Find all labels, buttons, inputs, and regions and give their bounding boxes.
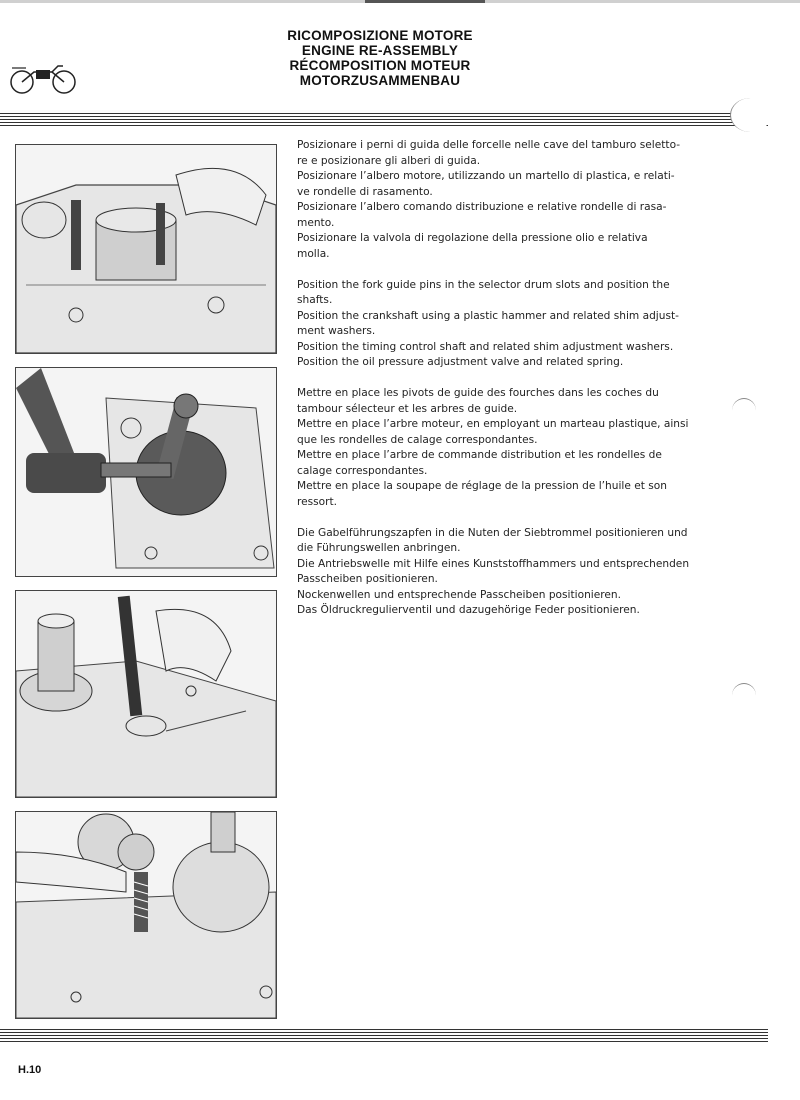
text-line: Das Öldruckregulierventil und dazugehörige Feder positionieren. [297,604,640,616]
text-line: ressort. [297,495,338,508]
text-line: Die Gabelführungszapfen in die Nuten der Siebtrommel positionieren und [297,526,688,539]
paragraph-italian [297,138,699,262]
motorcycle-logo-icon [8,58,78,98]
engine-illustration-crankshaft-hammer-icon [16,368,276,576]
paragraph-german [297,526,699,619]
figure-fork-guide-pins [15,144,277,354]
text-line: shafts. [297,294,333,306]
paragraph-french [297,386,699,510]
text-line: die Führungswellen anbringen. [297,542,461,554]
binding-hole-mark [732,398,756,423]
text-line: tambour sélecteur et les arbres de guide. [297,402,518,415]
instruction-text [297,138,699,634]
binding-hole-mark [732,683,756,708]
text-line: Posizionare i perni di guida delle forcelle nelle cave del tamburo seletto- [297,139,681,151]
text-line: Die Antriebswelle mit Hilfe eines Kunststoffhammers und entsprechenden [297,557,690,570]
text-line: calage correspondantes. [297,464,428,477]
text-line: Mettre en place les pivots de guide des fourches dans les coches du [297,387,659,399]
text-line: Posizionare l’albero comando distribuzione e relative rondelle di rasa- [297,201,667,213]
title-italian: RICOMPOSIZIONE MOTORE [287,28,473,43]
footer-rule-band [0,1029,768,1044]
text-line: Position the oil pressure adjustment valve and related spring. [297,356,624,368]
engine-illustration-fork-guide-pins-icon [16,145,276,353]
engine-illustration-oil-valve-spring-icon [16,812,276,1018]
title-english: ENGINE RE-ASSEMBLY [301,43,459,58]
figure-crankshaft-hammer [15,367,277,577]
text-line: Position the fork guide pins in the selector drum slots and position the [297,278,670,291]
figure-oil-valve-spring [15,811,277,1019]
text-line: Mettre en place la soupape de réglage de la pression de l’huile et son [297,480,667,492]
text-line: Passcheiben positionieren. [297,573,438,585]
text-line: ve rondelle di rasamento. [297,185,433,198]
title-french: RÉCOMPOSITION MOTEUR [289,58,471,73]
text-line: que les rondelles de calage correspondantes. [297,433,538,446]
title-german: MOTORZUSAMMENBAU [299,73,461,88]
text-line: Position the timing control shaft and related shim adjustment washers. [297,340,674,353]
text-line: Posizionare la valvola di regolazione della pressione olio e relativa [297,232,648,244]
header-rule-band [0,113,768,128]
text-line: re e posizionare gli alberi di guida. [297,154,481,167]
text-line: molla. [297,247,330,260]
text-line: Position the crankshaft using a plastic hammer and related shim adjust- [297,309,679,322]
text-line: Nockenwellen und entsprechende Passcheiben positionieren. [297,588,621,601]
top-rule [0,0,800,3]
text-line: ment washers. [297,325,376,337]
text-line: Mettre en place l’arbre de commande distribution et les rondelles de [297,449,662,461]
paragraph-english [297,278,699,371]
engine-illustration-timing-shaft-icon [16,591,276,797]
page-number: H.10 [18,1064,42,1076]
page-tab-curve [730,98,771,132]
figure-timing-shaft [15,590,277,798]
text-line: mento. [297,216,335,229]
page-title [250,28,510,88]
text-line: Posizionare l’albero motore, utilizzando un martello di plastica, e relati- [297,170,675,182]
text-line: Mettre en place l’arbre moteur, en employant un marteau plastique, ainsi [297,418,689,430]
